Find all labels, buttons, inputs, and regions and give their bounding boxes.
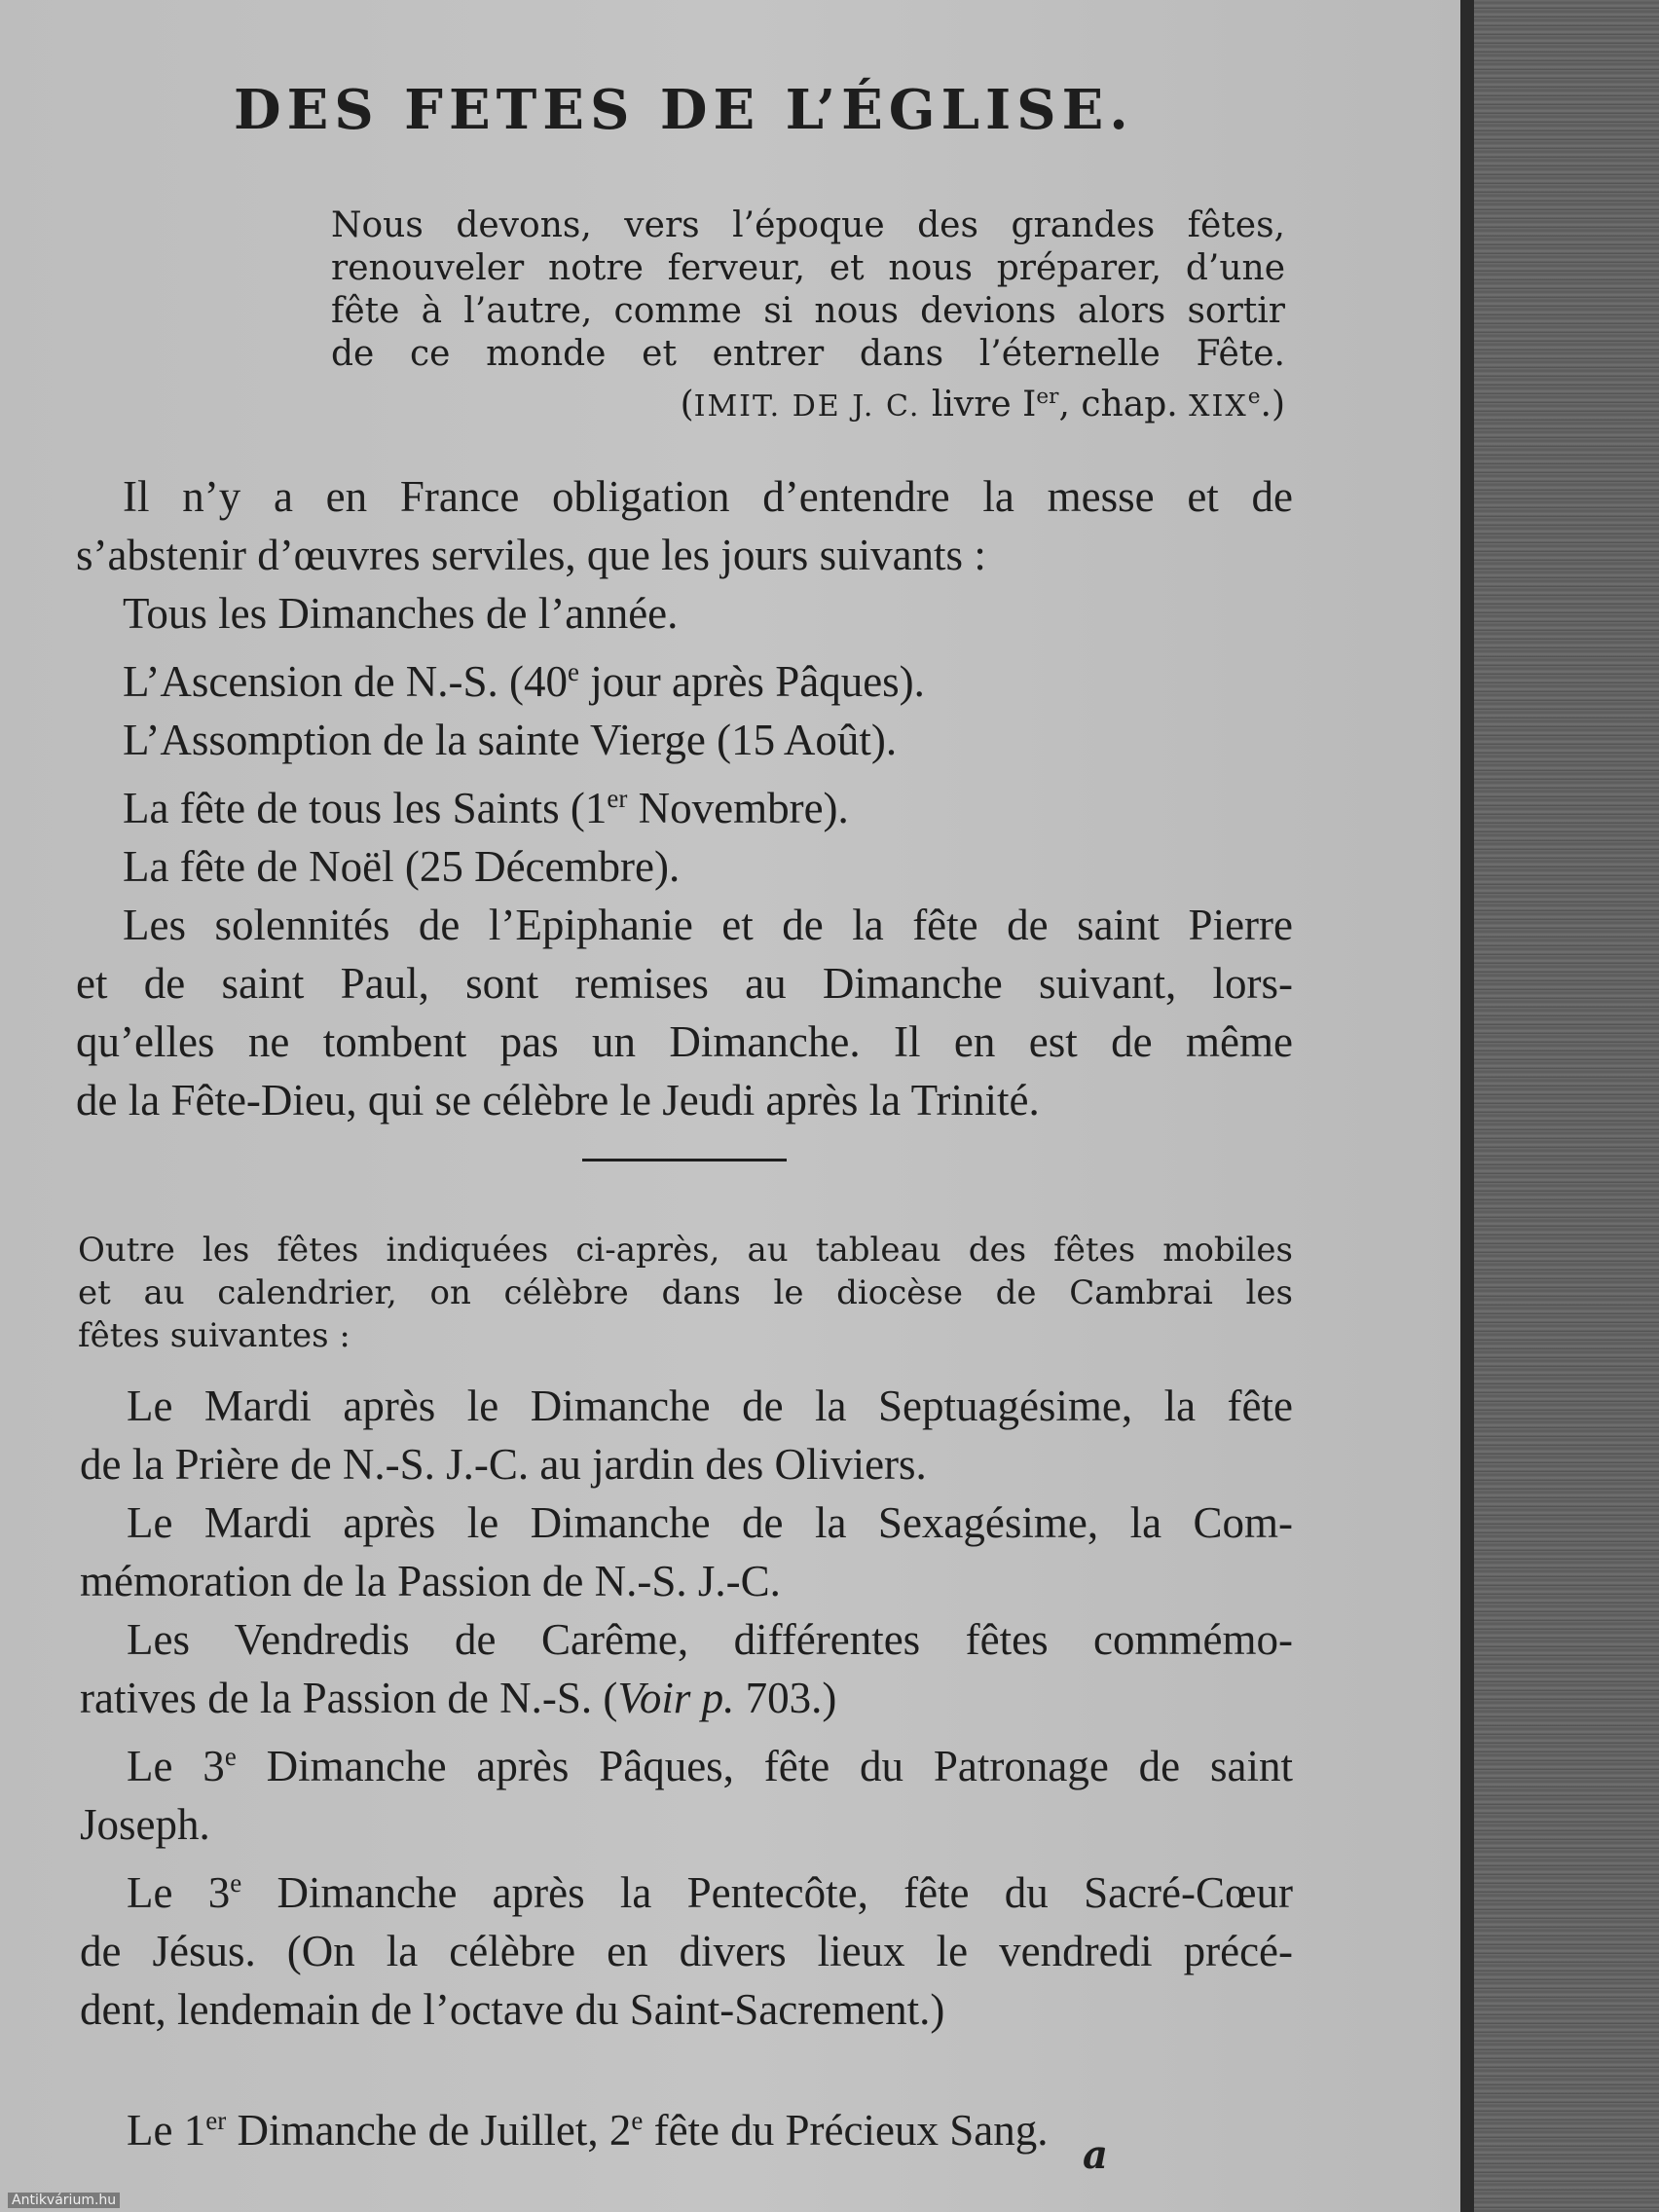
note-line: Outre les fêtes indiquées ci-après, au tableau des fêtes mobiles	[78, 1231, 1293, 1270]
feast-assomption: L’Assomption de la sainte Vierge (15 Août).	[123, 716, 898, 764]
feast-sacre-coeur-cont: dent, lendemain de l’octave du Saint-Sacrement.)	[80, 1985, 945, 2034]
source-paren: (	[680, 385, 694, 424]
paragraph-line: s’abstenir d’œuvres serviles, que les jours suivants :	[76, 531, 986, 579]
page-reference: Voir p.	[617, 1674, 735, 1722]
feast-sacre-coeur-cont: de Jésus. (On la célèbre en divers lieux le vendredi précé-	[80, 1927, 1293, 1975]
page-title: DES FETES DE L’ÉGLISE.	[234, 78, 1134, 142]
solennites-line: qu’elles ne tombent pas un Dimanche. Il en est de même	[76, 1017, 1293, 1066]
feast-careme: Les Vendredis de Carême, différentes fêtes commémo-	[127, 1615, 1293, 1664]
epigraph-line: de ce monde et entrer dans l’éternelle Fête.	[331, 334, 1285, 374]
page-signature: a	[1083, 2132, 1108, 2178]
source-work: IMIT. DE J. C.	[693, 389, 921, 424]
feast-toussaint: La fête de tous les Saints (1er Novembre).	[123, 784, 849, 832]
feast-dimanches: Tous les Dimanches de l’année.	[123, 589, 679, 638]
epigraph-source	[331, 376, 1285, 428]
feast-ascension: L’Ascension de N.-S. (40e jour après Pâques).	[123, 657, 925, 706]
cambrai-feasts	[80, 1377, 1293, 2159]
diocese-note	[78, 1229, 1293, 1357]
feast-sacre-coeur: Le 3e Dimanche après la Pentecôte, fête du Sacré-Cœur	[127, 1868, 1293, 1917]
solennites-line: Les solennités de l’Epiphanie et de la fête de saint Pierre	[123, 901, 1293, 949]
feast-sexagesime: Le Mardi après le Dimanche de la Sexagésime, la Com-	[127, 1498, 1293, 1547]
feast-septuagesime-cont: de la Prière de N.-S. J.-C. au jardin des Oliviers.	[80, 1440, 927, 1489]
feast-patronage: Le 3e Dimanche après Pâques, fête du Patronage de saint	[127, 1742, 1293, 1790]
note-line: et au calendrier, on célèbre dans le diocèse de Cambrai les	[78, 1273, 1293, 1312]
paragraph-line: Il n’y a en France obligation d’entendre la messe et de	[123, 472, 1293, 521]
feast-septuagesime: Le Mardi après le Dimanche de la Septuagésime, la fête	[127, 1382, 1293, 1430]
obligation-section	[76, 467, 1293, 1129]
watermark: Antikvárium.hu	[8, 2193, 120, 2208]
source-chapter-sup: e	[1247, 385, 1261, 409]
book-spine	[1460, 0, 1659, 2212]
source-book-sup: er	[1036, 385, 1059, 409]
source-chapter-number: XIX	[1189, 389, 1248, 424]
section-divider	[582, 1159, 787, 1161]
source-book: livre I	[920, 385, 1037, 424]
feast-noel: La fête de Noël (25 Décembre).	[123, 842, 681, 891]
solennites-line: et de saint Paul, sont remises au Dimanche suivant, lors-	[76, 959, 1293, 1008]
feast-precieux-sang: Le 1er Dimanche de Juillet, 2e fête du Précieux Sang.	[127, 2106, 1049, 2155]
source-close: .)	[1260, 385, 1285, 424]
epigraph	[331, 204, 1285, 428]
note-line: fêtes suivantes :	[78, 1316, 350, 1355]
feast-careme-cont: ratives de la Passion de N.-S. (Voir p. 703.)	[80, 1674, 837, 1722]
epigraph-line: Nous devons, vers l’époque des grandes fêtes,	[331, 205, 1285, 245]
feast-patronage-cont: Joseph.	[80, 1800, 210, 1849]
source-chapter-label: , chap.	[1058, 385, 1190, 424]
epigraph-line: fête à l’autre, comme si nous devions alors sortir	[331, 291, 1285, 331]
solennites-line: de la Fête-Dieu, qui se célèbre le Jeudi après la Trinité.	[76, 1076, 1040, 1124]
epigraph-line: renouveler notre ferveur, et nous préparer, d’une	[331, 248, 1285, 288]
feast-sexagesime-cont: mémoration de la Passion de N.-S. J.-C.	[80, 1557, 781, 1605]
